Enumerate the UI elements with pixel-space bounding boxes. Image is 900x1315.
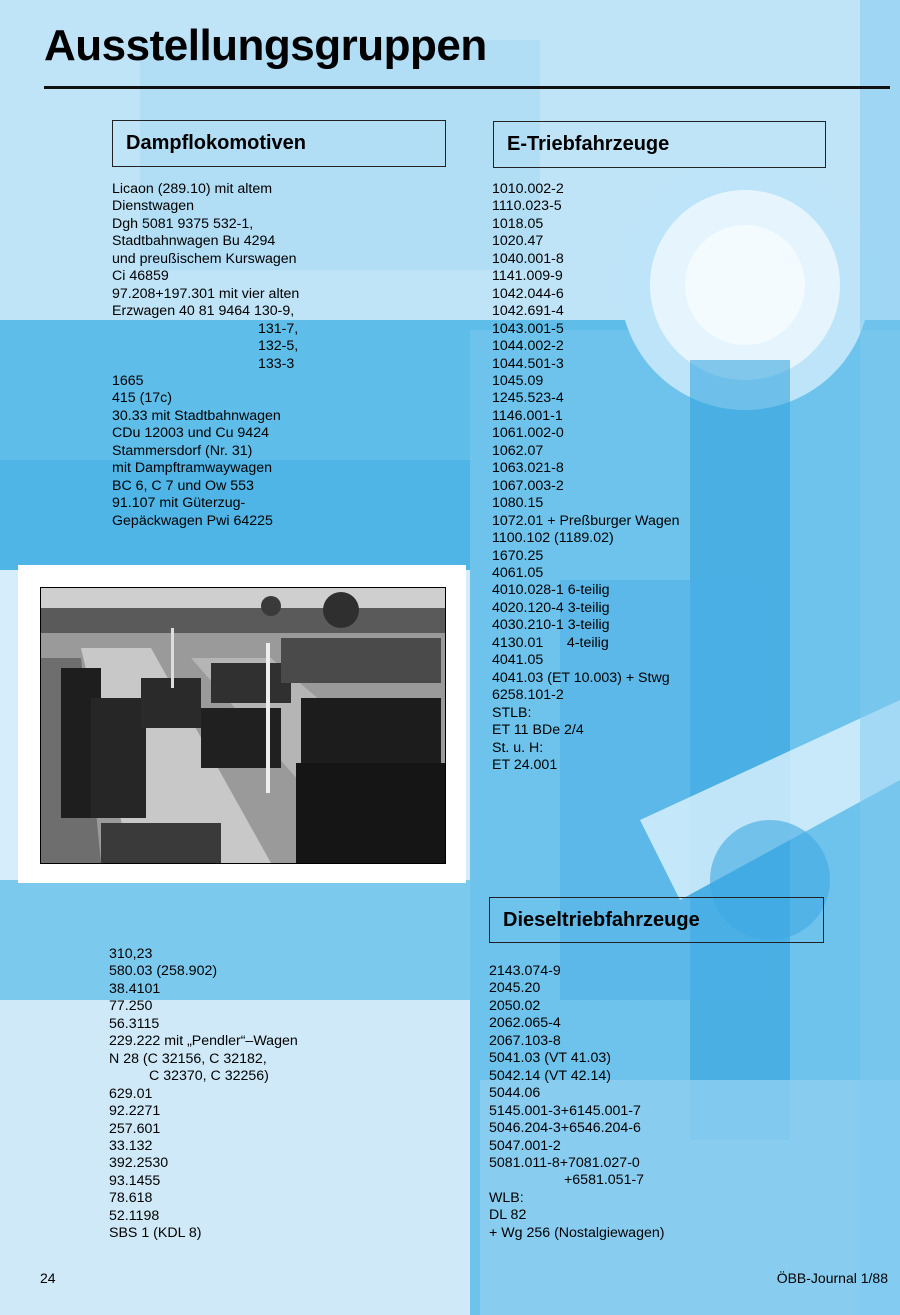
list-item: 1010.002-2 [492, 181, 564, 197]
list-item: SBS 1 (KDL 8) [109, 1225, 202, 1242]
list-item: C 32370, C 32256) [149, 1068, 269, 1085]
list-item: 1043.001-5 [492, 320, 564, 337]
list-item: 1044.501-3 [492, 355, 564, 372]
list-item: 1146.001-1 [492, 407, 563, 424]
list-item: 131-7, [258, 320, 299, 337]
list-item: Dienstwagen [112, 198, 195, 215]
page-number: 24 [40, 1270, 56, 1286]
heading-dampflokomotiven: Dampflokomotiven [112, 120, 446, 167]
list-item: mit Dampftramwaywagen [112, 460, 273, 477]
list-item: Stadtbahnwagen Bu 4294 [112, 233, 276, 250]
list-item: + Wg 256 (Nostalgiewagen) [489, 1224, 665, 1241]
page-title: Ausstellungsgruppen [44, 21, 487, 70]
list-item: ET 24.001 [492, 756, 558, 773]
list-item: 4020.120-4 3-teilig [492, 599, 610, 616]
list-item: 1061.002-0 [492, 425, 564, 442]
list-item: +6581.051-7 [564, 1172, 645, 1189]
heading-dieseltriebfahrzeuge: Dieseltriebfahrzeuge [489, 897, 824, 943]
list-item: 1063.021-8 [492, 460, 564, 477]
list-item: 5047.001-2 [489, 1137, 561, 1154]
list-item: 257.601 [109, 1120, 161, 1137]
list-item: 1110.023-5 [492, 198, 562, 215]
list-item: 4030.210-1 3-teilig [492, 617, 610, 634]
list-item: 92.2271 [109, 1103, 161, 1120]
list-item: 5081.011-8+7081.027-0 [489, 1154, 640, 1171]
list-item: 2067.103-8 [489, 1032, 561, 1049]
elektro-list [492, 181, 680, 774]
list-item: 52.1198 [109, 1207, 160, 1224]
list-item: St. u. H: [492, 739, 544, 756]
list-item: 580.03 (258.902) [109, 963, 218, 980]
list-item: STLB: [492, 704, 532, 721]
list-item: Dgh 5081 9375 532-1, [112, 215, 254, 232]
list-item: 5044.06 [489, 1085, 541, 1102]
list-item: 1100.102 (1189.02) [492, 530, 614, 547]
list-item: 1044.002-2 [492, 338, 564, 355]
list-item: 1042.691-4 [492, 303, 564, 320]
list-item: Licaon (289.10) mit altem [112, 181, 273, 197]
list-item: 1665 [112, 372, 144, 389]
list-item: 6258.101-2 [492, 687, 564, 704]
list-item: 30.33 mit Stadtbahnwagen [112, 407, 281, 424]
list-item: Erzwagen 40 81 9464 130-9, [112, 303, 295, 320]
list-item: 1062.07 [492, 442, 544, 459]
list-item: 1067.003-2 [492, 477, 564, 494]
list-item: 91.107 mit Güterzug- [112, 495, 246, 512]
list-item: 1040.001-8 [492, 250, 564, 267]
list-item: 97.208+197.301 mit vier alten [112, 285, 300, 302]
list-item: 1080.15 [492, 495, 544, 512]
list-item: 2045.20 [489, 980, 541, 997]
title-rule [44, 86, 890, 89]
list-item: 33.132 [109, 1137, 153, 1154]
list-item: 4010.028-1 6-teilig [492, 582, 610, 599]
list-item: 229.222 mit „Pendler“–Wagen [109, 1033, 298, 1050]
list-item: 56.3115 [109, 1015, 160, 1032]
journal-footer: ÖBB-Journal 1/88 [776, 1270, 888, 1286]
list-item: CDu 12003 und Cu 9424 [112, 425, 269, 442]
list-item: 1018.05 [492, 215, 544, 232]
list-item: 93.1455 [109, 1172, 161, 1189]
exhibition-photo [40, 587, 446, 864]
list-item: ET 11 BDe 2/4 [492, 722, 584, 739]
list-item: 4041.03 (ET 10.003) + Stwg [492, 669, 670, 686]
list-item: Gepäckwagen Pwi 64225 [112, 512, 273, 529]
list-item: 1042.044-6 [492, 285, 564, 302]
list-item: 2062.065-4 [489, 1015, 561, 1032]
list-item: 5041.03 (VT 41.03) [489, 1050, 611, 1067]
list-item: 310,23 [109, 946, 153, 962]
list-item: 2143.074-9 [489, 963, 561, 979]
list-item: N 28 (C 32156, C 32182, [109, 1050, 267, 1067]
diesel-list [489, 963, 664, 1242]
list-item: 1141.009-9 [492, 268, 563, 285]
list-item: 1045.09 [492, 372, 544, 389]
list-item: BC 6, C 7 und Ow 553 [112, 477, 254, 494]
list-item: 392.2530 [109, 1155, 169, 1172]
list-item: 38.4101 [109, 980, 161, 997]
list-item: DL 82 [489, 1207, 527, 1224]
list-item: 5046.204-3+6546.204-6 [489, 1120, 641, 1137]
list-item: Stammersdorf (Nr. 31) [112, 442, 253, 459]
list-item: 1020.47 [492, 233, 544, 250]
list-item: 133-3 [258, 355, 295, 372]
list-item: 78.618 [109, 1190, 153, 1207]
list-item: 1670.25 [492, 547, 544, 564]
list-item: 4041.05 [492, 652, 544, 669]
list-item: 415 (17c) [112, 390, 172, 407]
list-item: 5042.14 (VT 42.14) [489, 1067, 611, 1084]
list-item: 629.01 [109, 1085, 153, 1102]
locomotive-yard-image [41, 588, 445, 863]
list-item: und preußischem Kurswagen [112, 250, 297, 267]
list-item: 1072.01 + Preßburger Wagen [492, 512, 680, 529]
list-item: 77.250 [109, 998, 153, 1015]
list-item: Ci 46859 [112, 268, 169, 285]
list-item: 4061.05 [492, 564, 544, 581]
list-item: 1245.523-4 [492, 390, 564, 407]
list-item: WLB: [489, 1189, 524, 1206]
list-item: 132-5, [258, 338, 299, 355]
list-item: 4130.01 4-teilig [492, 634, 609, 651]
dampf-list [112, 181, 299, 530]
list-item: 5145.001-3+6145.001-7 [489, 1102, 641, 1119]
list-item: 2050.02 [489, 997, 541, 1014]
heading-e-triebfahrzeuge: E-Triebfahrzeuge [493, 121, 826, 168]
dampf-list-continued [109, 946, 298, 1243]
